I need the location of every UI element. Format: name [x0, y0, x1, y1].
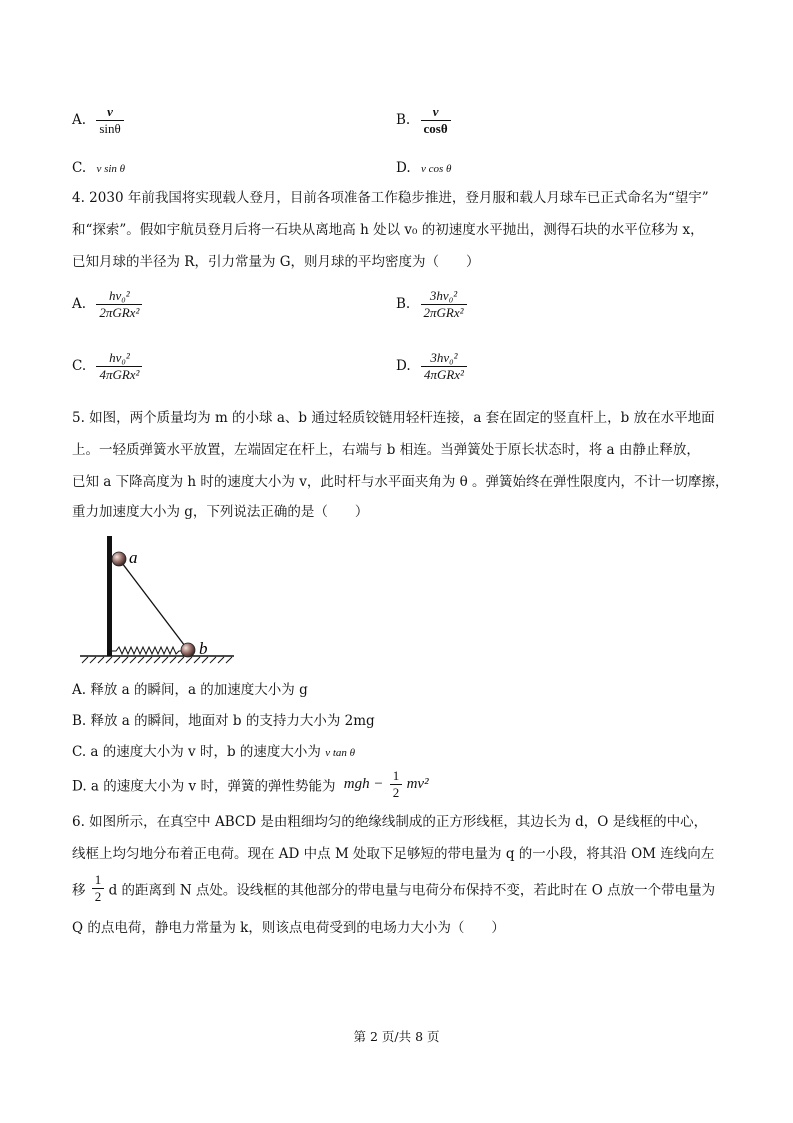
- q5-text-line-4: 重力加速度大小为 g，下列说法正确的是（ ）: [72, 504, 369, 520]
- q3-option-b: B. $\frac{v}{\cos\theta}$: [396, 104, 451, 137]
- q6-text-line-4: Q 的点电荷，静电力常量为 k，则该点电荷受到的电场力大小为（ ）: [72, 920, 505, 936]
- ball-b: [181, 643, 195, 657]
- q5-option-d-fraction: $\frac{1}{2}$: [390, 768, 403, 801]
- q5-figure: [76, 530, 246, 670]
- q5-text-line-3: 已知 a 下降高度为 h 时的速度大小为 v，此时杆与水平面夹角为 θ 。弹簧始终在弹性限度内，不计一切摩擦，: [72, 474, 729, 490]
- page-footer: 第 2 页/共 8 页: [353, 1029, 440, 1044]
- light-rod: [119, 559, 188, 650]
- ball-a: [112, 552, 126, 566]
- q6-text-line-1: 6. 如图所示，在真空中 ABCD 是由粗细均匀的绝缘线制成的正方形线框，其边长为 d，O 是线框的中心，: [72, 814, 708, 830]
- q4-option-a: A. $\frac{\text{hv₀²}}{\text{2πGRx²}}$: [72, 288, 142, 321]
- q4-text-line-3: 已知月球的半径为 R，引力常量为 G，则月球的平均密度为（ ）: [72, 254, 480, 270]
- vertical-rod: [107, 536, 112, 656]
- q3-option-c: C. v sin θ: [72, 160, 126, 176]
- q6-text-line-2: 线框上均匀地分布着正电荷。现在 AD 中点 M 处取下足够短的带电量为 q 的一小段，将其沿 OM 连线向左: [72, 846, 715, 862]
- ball-b-label: b: [199, 639, 208, 658]
- q5-text-line-1: 5. 如图，两个质量均为 m 的小球 a、b 通过轻质铰链用轻杆连接，a 套在固定的竖直杆上，b 放在水平地面: [72, 410, 715, 426]
- q4-option-d: D. $\frac{\text{3hv₀²}}{\text{4πGRx²}}$: [396, 350, 467, 383]
- ground-hatching: [82, 657, 232, 663]
- q5-option-a: A. 释放 a 的瞬间，a 的加速度大小为 g: [72, 682, 308, 698]
- q4-option-c-fraction: $\frac{\text{hv₀²}}{\text{4πGRx²}}$: [96, 350, 142, 383]
- q5-text-line-2: 上。一轻质弹簧水平放置，左端固定在杆上，右端与 b 相连。当弹簧处于原长状态时，将 a 由静止释放，: [72, 442, 700, 458]
- ball-a-label: a: [129, 548, 138, 567]
- q4-option-c: C. $\frac{\text{hv₀²}}{\text{4πGRx²}}$: [72, 350, 142, 383]
- q4-text-line-2: 和“探索”。假如宇航员登月后将一石块从离地高 h 处以 v₀ 的初速度水平抛出，测得石块的水平位移为 x，: [72, 222, 704, 238]
- q6-text-line-3: 移 $\frac{1}{2}$ d 的距离到 N 点处。设线框的其他部分的带电量与电荷分布保持不变，若此时在 O 点放一个带电量为: [72, 872, 716, 904]
- q6-fraction: $\frac{1}{2}$: [92, 872, 105, 905]
- q4-text-line-1: 4. 2030 年前我国将实现载人登月，目前各项准备工作稳步推进，登月服和载人月球车已正式命名为“望宇”: [72, 190, 709, 206]
- q4-option-d-fraction: $\frac{\text{3hv₀²}}{\text{4πGRx²}}$: [421, 350, 467, 383]
- q4-option-a-fraction: $\frac{\text{hv₀²}}{\text{2πGRx²}}$: [96, 288, 142, 321]
- q3-option-a-fraction: $\frac{v}{\sin\theta}$: [96, 104, 123, 137]
- q3-option-a: A. $\frac{v}{\sin\theta}$: [72, 104, 124, 137]
- q5-option-b: B. 释放 a 的瞬间，地面对 b 的支持力大小为 2mg: [72, 713, 375, 729]
- q3-option-b-fraction: $\frac{v}{\cos\theta}$: [421, 104, 451, 137]
- q4-option-b: B. $\frac{\text{3hv₀²}}{\text{2πGRx²}}$: [396, 288, 467, 321]
- spring: [112, 647, 183, 654]
- q4-option-b-fraction: $\frac{\text{3hv₀²}}{\text{2πGRx²}}$: [421, 288, 467, 321]
- q3-option-d: D. v cos θ: [396, 160, 452, 176]
- q5-option-d: D. a 的速度大小为 v 时，弹簧的弹性势能为 mgh − $\frac{1}{2}$ mv²: [72, 768, 429, 800]
- q5-option-c: C. a 的速度大小为 v 时，b 的速度大小为 v tan θ: [72, 744, 356, 760]
